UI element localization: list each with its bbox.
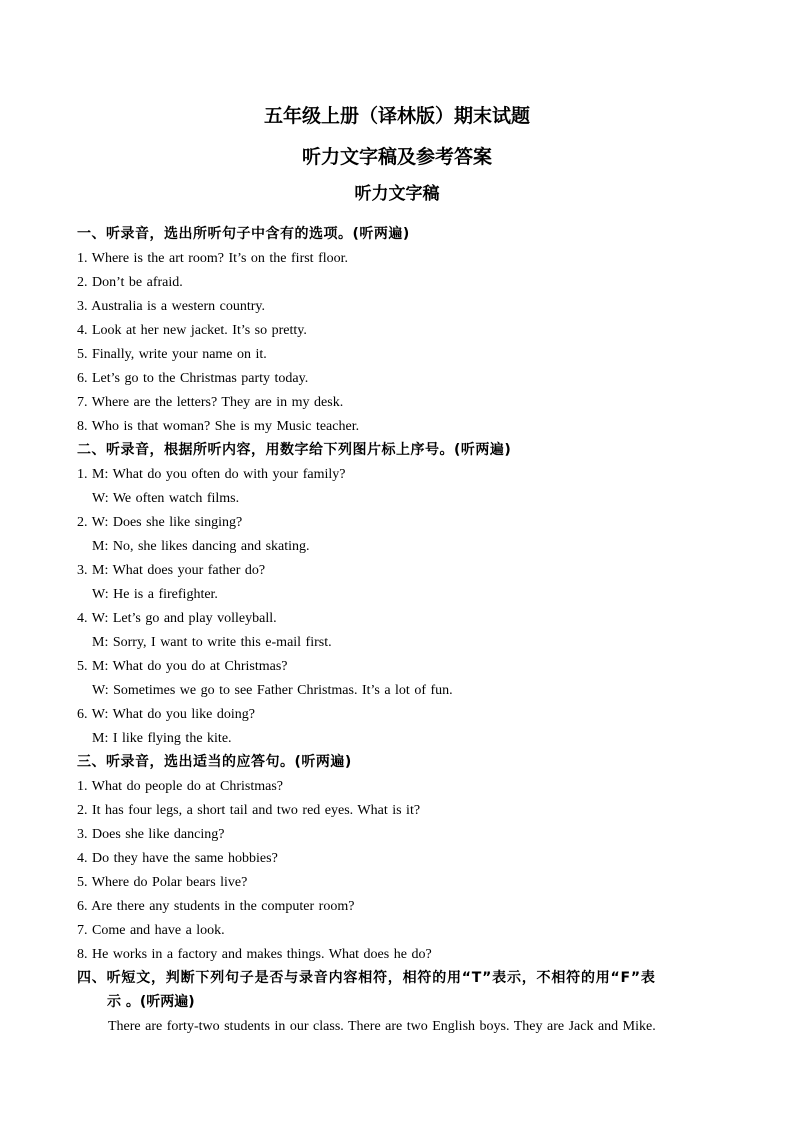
- part3-item: 8. He works in a factory and makes things. What does he do?: [77, 947, 432, 962]
- dialogue-question: 1. M: What do you often do with your family?: [77, 467, 346, 482]
- part3-heading: 三、听录音，选出适当的应答句。(听两遍): [77, 754, 352, 770]
- part1-item: 5. Finally, write your name on it.: [77, 347, 267, 362]
- part1-item: 4. Look at her new jacket. It’s so pretty.: [77, 323, 307, 338]
- dialogue-question: 5. M: What do you do at Christmas?: [77, 659, 288, 674]
- dialogue-question: 2. W: Does she like singing?: [77, 515, 243, 530]
- part3-item: 2. It has four legs, a short tail and two red eyes. What is it?: [77, 803, 421, 818]
- dialogue-question: 3. M: What does your father do?: [77, 563, 266, 578]
- part3-item: 5. Where do Polar bears live?: [77, 875, 248, 890]
- part4-passage: There are forty-two students in our class. There are two English boys. They are Jack and Mike.: [108, 1019, 656, 1034]
- part1-item: 7. Where are the letters? They are in my desk.: [77, 395, 344, 410]
- part3-item: 3. Does she like dancing?: [77, 827, 225, 842]
- part1-item: 8. Who is that woman? She is my Music teacher.: [77, 419, 360, 434]
- dialogue-answer: W: We often watch films.: [92, 491, 240, 506]
- document-title: 五年级上册（译林版）期末试题: [263, 105, 530, 127]
- part1-item: 3. Australia is a western country.: [77, 299, 265, 314]
- dialogue-answer: W: Sometimes we go to see Father Christmas. It’s a lot of fun.: [92, 683, 453, 698]
- dialogue-answer: M: I like flying the kite.: [92, 731, 232, 746]
- part1-heading: 一、听录音，选出所听句子中含有的选项。(听两遍): [77, 226, 410, 242]
- dialogue-answer: M: Sorry, I want to write this e-mail first.: [92, 635, 332, 650]
- part3-item: 6. Are there any students in the computer room?: [77, 899, 355, 914]
- dialogue-question: 6. W: What do you like doing?: [77, 707, 255, 722]
- part2-heading: 二、听录音，根据所听内容，用数字给下列图片标上序号。(听两遍): [77, 442, 512, 458]
- part1-item: 6. Let’s go to the Christmas party today.: [77, 371, 309, 386]
- dialogue-question: 4. W: Let’s go and play volleyball.: [77, 611, 277, 626]
- part3-item: 1. What do people do at Christmas?: [77, 779, 283, 794]
- part1-item: 1. Where is the art room? It’s on the first floor.: [77, 251, 349, 266]
- section-title: 听力文字稿: [354, 184, 440, 204]
- part1-item: 2. Don’t be afraid.: [77, 275, 183, 290]
- part3-item: 7. Come and have a look.: [77, 923, 225, 938]
- part3-item: 4. Do they have the same hobbies?: [77, 851, 278, 866]
- dialogue-answer: M: No, she likes dancing and skating.: [92, 539, 310, 554]
- dialogue-answer: W: He is a firefighter.: [92, 587, 218, 602]
- document-subtitle: 听力文字稿及参考答案: [301, 146, 492, 168]
- part4-heading: 四、听短文，判断下列句子是否与录音内容相符，相符的用“T”表示，不相符的用“F”表: [77, 970, 656, 986]
- part4-heading-continuation: 示 。(听两遍): [107, 994, 195, 1010]
